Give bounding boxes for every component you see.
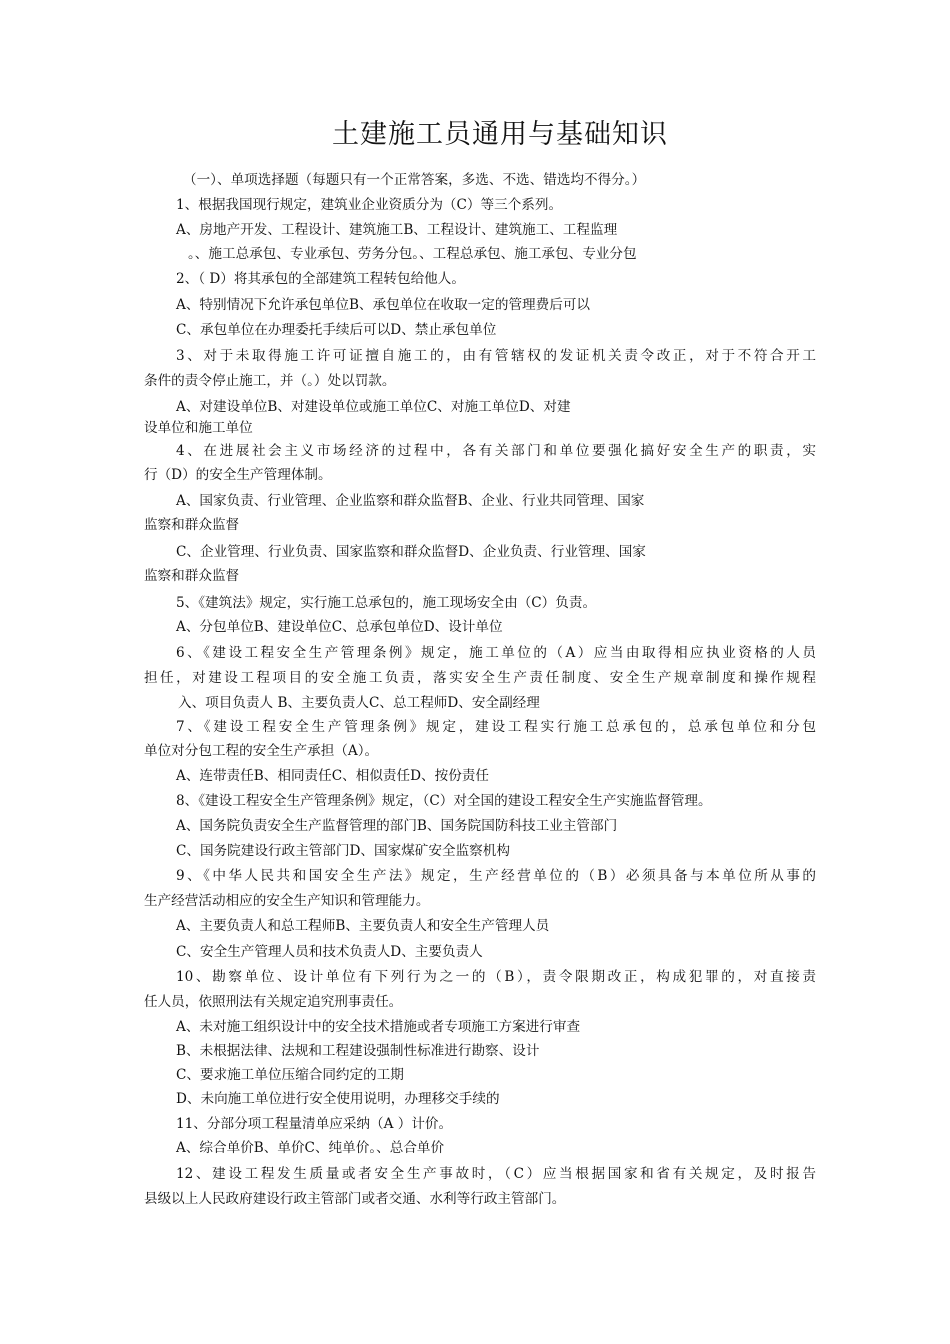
question-2: 2、（ D）将其承包的全部建筑工程转包给他人。: [176, 271, 465, 287]
question-3-line-2: 条件的责令停止施工，并（。）处以罚款。: [144, 373, 396, 389]
question-1: 1、根据我国现行规定，建筑业企业资质分为（C）等三个系列。: [176, 197, 563, 213]
question-1-options-line-1: A、房地产开发、工程设计、建筑施工B、工程设计、建筑施工、工程监理: [176, 222, 618, 238]
question-9-options-line-1: A、主要负责人和总工程师B、主要负责人和安全生产管理人员: [176, 918, 550, 934]
question-4-options-line-3: C、企业管理、行业负责、国家监察和群众监督D、企业负责、行业管理、国家: [176, 544, 646, 560]
question-5: 5、《建筑法》规定，实行施工总承包的，施工现场安全由（C）负责。: [176, 595, 597, 611]
question-4-line-2: 行（D）的安全生产管理体制。: [144, 467, 332, 483]
question-2-options-line-1: A、特别情况下允许承包单位B、承包单位在收取一定的管理费后可以: [176, 297, 591, 313]
question-7-line-2: 单位对分包工程的安全生产承担（A）。: [144, 743, 379, 759]
question-2-options-line-2: C、承包单位在办理委托手续后可以D、禁止承包单位: [176, 322, 497, 338]
question-4-options-line-4: 监察和群众监督: [144, 568, 240, 584]
question-12-line-1: 12、建设工程发生质量或者安全生产事故时，（C）应当根据国家和省有关规定，及时报告: [176, 1166, 816, 1182]
question-6-options: 入、项目负责人 B、主要负责人C、总工程师D、安全副经理: [178, 695, 540, 711]
question-8-options-line-2: C、国务院建设行政主管部门D、国家煤矿安全监察机构: [176, 843, 510, 859]
question-6-line-2: 担任，对建设工程项目的安全施工负责，落实安全生产责任制度、安全生产规章制度和操作规程: [144, 670, 816, 686]
question-11-options: A、综合单价B、单价C、纯单价。、总合单价: [176, 1140, 445, 1156]
question-10-option-c: C、要求施工单位压缩合同约定的工期: [176, 1067, 404, 1083]
question-8: 8、《建设工程安全生产管理条例》规定，（C）对全国的建设工程安全生产实施监督管理。: [176, 793, 712, 809]
question-3-options-line-1: A、对建设单位B、对建设单位或施工单位C、对施工单位D、对建: [176, 399, 571, 415]
question-7-line-1: 7、《建设工程安全生产管理条例》规定，建设工程实行施工总承包的，总承包单位和分包: [176, 719, 816, 735]
question-8-options-line-1: A、国务院负责安全生产监督管理的部门B、国务院国防科技工业主管部门: [176, 818, 618, 834]
section-heading: （一）、单项选择题（每题只有一个正常答案，多选、不选、错选均不得分。）: [183, 172, 646, 188]
question-10-line-2: 任人员，依照刑法有关规定追究刑事责任。: [144, 994, 403, 1010]
question-4-options-line-1: A、国家负责、行业管理、企业监察和群众监督B、企业、行业共同管理、国家: [176, 493, 645, 509]
question-10-option-d: D、未向施工单位进行安全使用说明，办理移交手续的: [176, 1091, 500, 1107]
question-10-line-1: 10、勘察单位、设计单位有下列行为之一的（B），责令限期改正，构成犯罪的，对直接责: [176, 969, 816, 985]
question-12-line-2: 县级以上人民政府建设行政主管部门或者交通、水利等行政主管部门。: [144, 1191, 566, 1207]
question-4-line-1: 4、在进展社会主义市场经济的过程中，各有关部门和单位要强化搞好安全生产的职责，实: [176, 443, 816, 459]
question-10-option-a: A、未对施工组织设计中的安全技术措施或者专项施工方案进行审查: [176, 1019, 581, 1035]
question-11: 11、分部分项工程量清单应采纳（A ）计价。: [176, 1116, 453, 1132]
question-3-options-line-2: 设单位和施工单位: [144, 420, 253, 436]
question-5-options: A、分包单位B、建设单位C、总承包单位D、设计单位: [176, 619, 503, 635]
question-9-line-1: 9、《中华人民共和国安全生产法》规定，生产经营单位的（B）必须具备与本单位所从事的: [176, 868, 816, 884]
question-9-options-line-2: C、安全生产管理人员和技术负责人D、主要负责人: [176, 944, 483, 960]
question-10-option-b: B、未根据法律、法规和工程建设强制性标准进行勘察、设计: [176, 1043, 540, 1059]
question-1-options-line-2: 。、施工总承包、专业承包、劳务分包。、工程总承包、施工承包、专业分包: [188, 246, 637, 262]
question-3-line-1: 3、对于未取得施工许可证擅自施工的，由有管辖权的发证机关责令改正，对于不符合开工: [176, 348, 816, 364]
question-9-line-2: 生产经营活动相应的安全生产知识和管理能力。: [144, 893, 430, 909]
question-7-options: A、连带责任B、相同责任C、相似责任D、按份责任: [176, 768, 489, 784]
question-4-options-line-2: 监察和群众监督: [144, 517, 240, 533]
document-title: 土建施工员通用与基础知识: [332, 119, 668, 150]
question-6-line-1: 6、《建设工程安全生产管理条例》规定，施工单位的（A）应当由取得相应执业资格的人员: [176, 645, 816, 661]
